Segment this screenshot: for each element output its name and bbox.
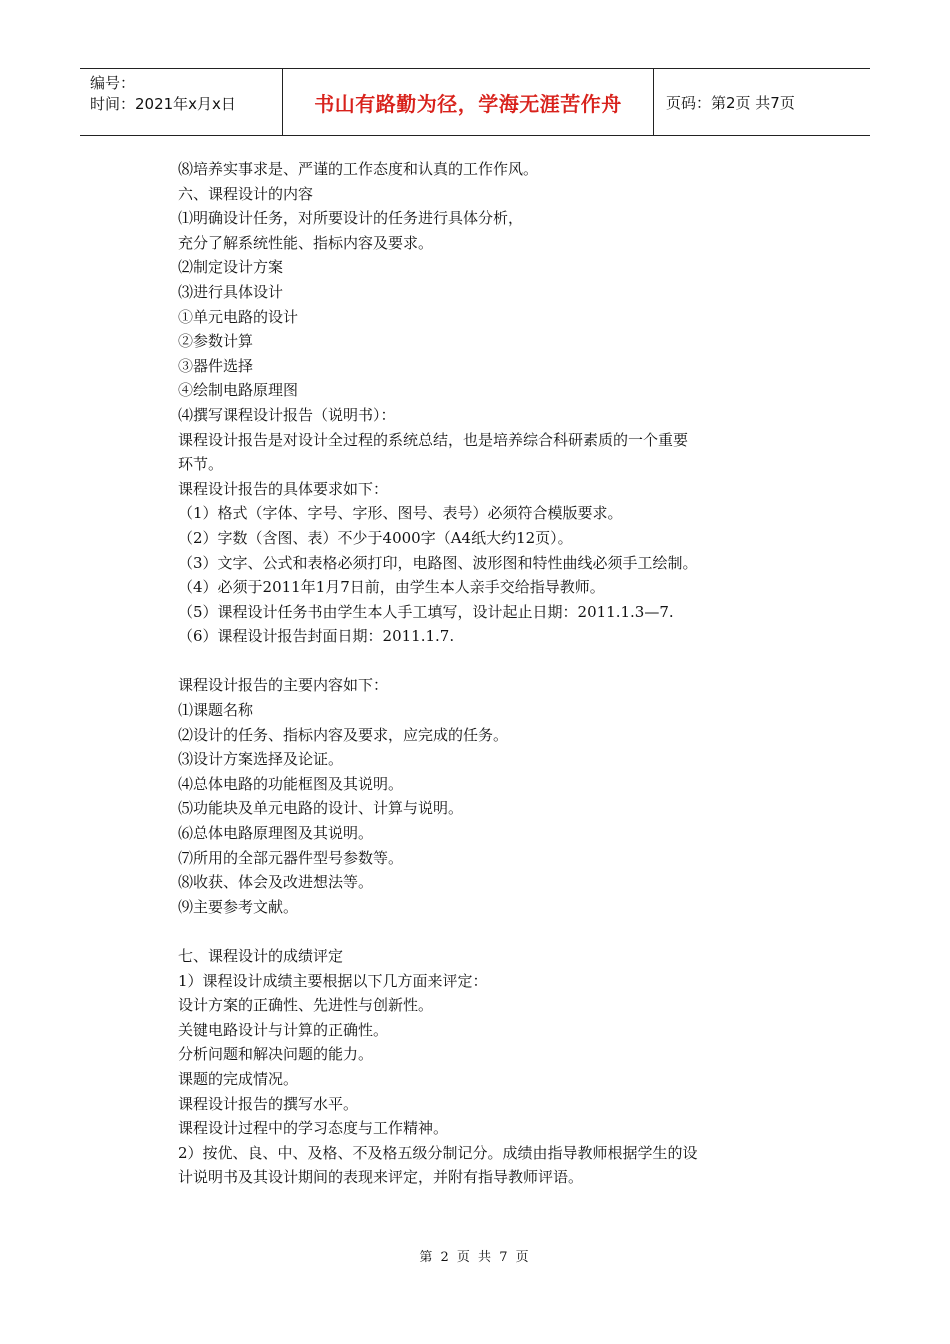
text-line: 计说明书及其设计期间的表现来评定，并附有指导教师评语。 <box>178 1168 584 1187</box>
text-line: ③器件选择 <box>178 356 254 375</box>
text-line: （4）必须于2011年1月7日前，由学生本人亲手交给指导教师。 <box>178 578 605 597</box>
text-line: 2）按优、良、中、及格、不及格五级分制记分。成绩由指导教师根据学生的设 <box>178 1143 698 1162</box>
text-line: ⑻培养实事求是、严谨的工作态度和认真的工作作风。 <box>178 160 539 178</box>
text-line: 关键电路设计与计算的正确性。 <box>178 1020 389 1039</box>
text-line: ⑻收获、体会及改进想法等。 <box>178 873 374 892</box>
text-line: 课程设计报告的主要内容如下： <box>178 676 389 695</box>
text-line: 设计方案的正确性、先进性与创新性。 <box>178 996 434 1015</box>
text-line: ⑴明确设计任务，对所要设计的任务进行具体分析， <box>178 209 524 228</box>
text-line: 课题的完成情况。 <box>178 1069 299 1088</box>
text-line: （6）课程设计报告封面日期：2011.1.7. <box>178 627 455 646</box>
text-line: （2）字数（含图、表）不少于4000字（A4纸大约12页）。 <box>178 528 573 547</box>
text-line: ②参数计算 <box>178 332 254 351</box>
page-footer: 第 2 页 共 7 页 <box>419 1250 531 1265</box>
text-line: 课程设计报告的具体要求如下： <box>178 479 389 498</box>
text-line: 六、课程设计的内容 <box>178 184 314 203</box>
document-body <box>178 157 778 1190</box>
text-line: ⑷总体电路的功能框图及其说明。 <box>178 774 404 793</box>
blank-line <box>178 649 778 674</box>
serial-label: 编号： <box>90 74 136 92</box>
text-line: ⑶设计方案选择及论证。 <box>178 750 344 769</box>
text-line: ⑹总体电路原理图及其说明。 <box>178 824 374 843</box>
text-line: ⑸功能块及单元电路的设计、计算与说明。 <box>178 799 464 818</box>
text-line: ⑶进行具体设计 <box>178 282 284 301</box>
text-line: ①单元电路的设计 <box>178 307 299 326</box>
text-line: 1）课程设计成绩主要根据以下几方面来评定： <box>178 971 488 990</box>
text-line: ④绘制电路原理图 <box>178 381 299 400</box>
blank-line <box>178 919 778 944</box>
text-line: ⑵设计的任务、指标内容及要求，应完成的任务。 <box>178 725 509 744</box>
page-header <box>80 68 870 136</box>
text-line: 课程设计过程中的学习态度与工作精神。 <box>178 1119 449 1138</box>
text-line: ⑼主要参考文献。 <box>178 897 299 916</box>
text-line: 分析问题和解决问题的能力。 <box>178 1045 374 1064</box>
text-line: 课程设计报告是对设计全过程的系统总结，也是培养综合科研素质的一个重要 <box>178 430 689 449</box>
text-line: ⑺所用的全部元器件型号参数等。 <box>178 848 404 867</box>
text-line: 充分了解系统性能、指标内容及要求。 <box>178 233 434 252</box>
text-line: 七、课程设计的成绩评定 <box>178 947 344 965</box>
text-line: ⑴课题名称 <box>178 701 254 720</box>
text-line: （5）课程设计任务书由学生本人手工填写，设计起止日期：2011.1.3—7. <box>178 602 674 621</box>
text-line: （1）格式（字体、字号、字形、图号、表号）必须符合模版要求。 <box>178 504 623 523</box>
text-line: ⑵制定设计方案 <box>178 258 284 277</box>
header-page-info: 页码：第2页 共7页 <box>666 93 795 112</box>
header-meta <box>80 69 282 135</box>
text-line: 环节。 <box>178 455 224 474</box>
time-label: 时间：2021年x月x日 <box>90 95 236 113</box>
text-line: 课程设计报告的撰写水平。 <box>178 1094 359 1113</box>
header-motto: 书山有路勤为径，学海无涯苦作舟 <box>282 69 654 135</box>
text-line: （3）文字、公式和表格必须打印，电路图、波形图和特性曲线必须手工绘制。 <box>178 553 698 572</box>
text-line: ⑷撰写课程设计报告（说明书）： <box>178 405 396 424</box>
